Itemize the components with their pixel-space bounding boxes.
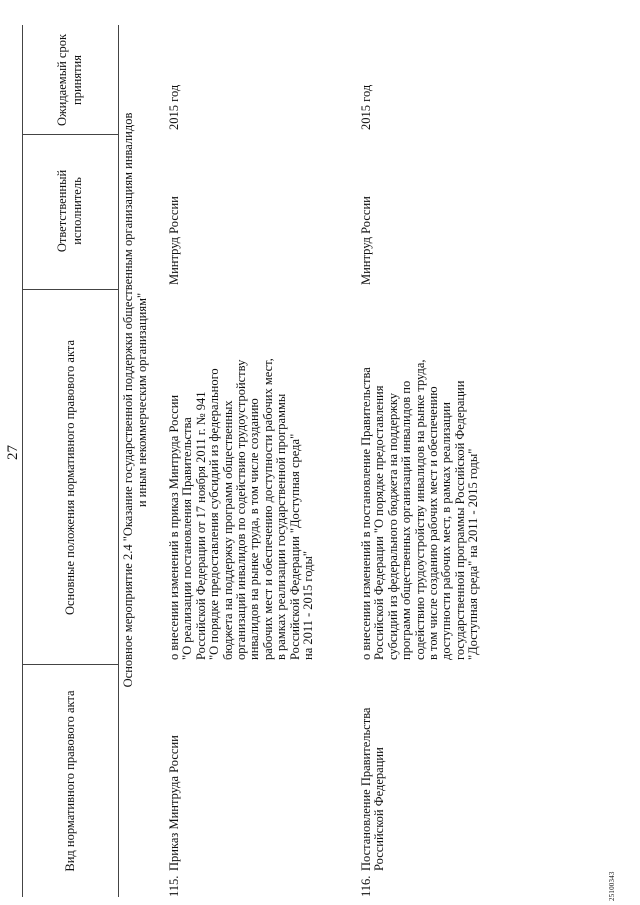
row-116-number: 116. xyxy=(359,875,373,897)
header-divider-3 xyxy=(22,134,118,135)
row-116-provisions: о внесении изменений в постановление Правительства Российской Федерации "О порядке предоставления субсидий из федерального бюджета на поддержку программ общественных организаций инвалидов по содействию трудоустройству инвалидов на рынке труда, в том числе созданию рабочих мест и обеспечению доступности рабочих мест, в рамках реализации государственной программы Российской Федерации "Доступная среда" на 2011 - 2015 годы" xyxy=(359,359,481,660)
section-title: Основное мероприятие 2.4 "Оказание государственной поддержки общественным организациям инвалидов и иным некоммерческим организациям" xyxy=(121,112,149,688)
header-expected-date: Ожидаемый срок принятия xyxy=(55,33,84,127)
row-115-responsible: Минтруд России xyxy=(167,196,181,285)
header-bottom-border xyxy=(118,25,119,897)
row-116-expected-date: 2015 год xyxy=(359,84,373,130)
page-number: 27 xyxy=(5,445,21,460)
row-115-number: 115. xyxy=(167,875,181,897)
row-115-provisions: о внесении изменений в приказ Минтруда России "О реализации постановления Правительства Российской Федерации от 17 ноября 2011 г. № 941 "О порядке предоставления субсидий из федерального бюджета на поддержку программ общественных организаций инвалидов по содействию трудоустройству инвалидов на рынке труда, в том числе созданию рабочих мест и обеспечению доступности рабочих мест, в рамках реализации государственной программы Российской Федерации "Доступная среда" на 2011 - 2015 годы" xyxy=(167,358,316,660)
row-116-responsible: Минтруд России xyxy=(359,196,373,285)
header-act-type: Вид нормативного правового акта xyxy=(62,690,77,872)
row-116-act-type: Постановление Правительства Российской Федерации xyxy=(359,707,387,871)
header-responsible: Ответственный исполнитель xyxy=(55,169,84,253)
header-provisions: Основные положения нормативного правового акта xyxy=(62,339,77,616)
row-115-act-type: Приказ Минтруда России xyxy=(167,735,181,871)
row-115-expected-date: 2015 год xyxy=(167,84,181,130)
document-code: 25100343 xyxy=(608,871,616,901)
